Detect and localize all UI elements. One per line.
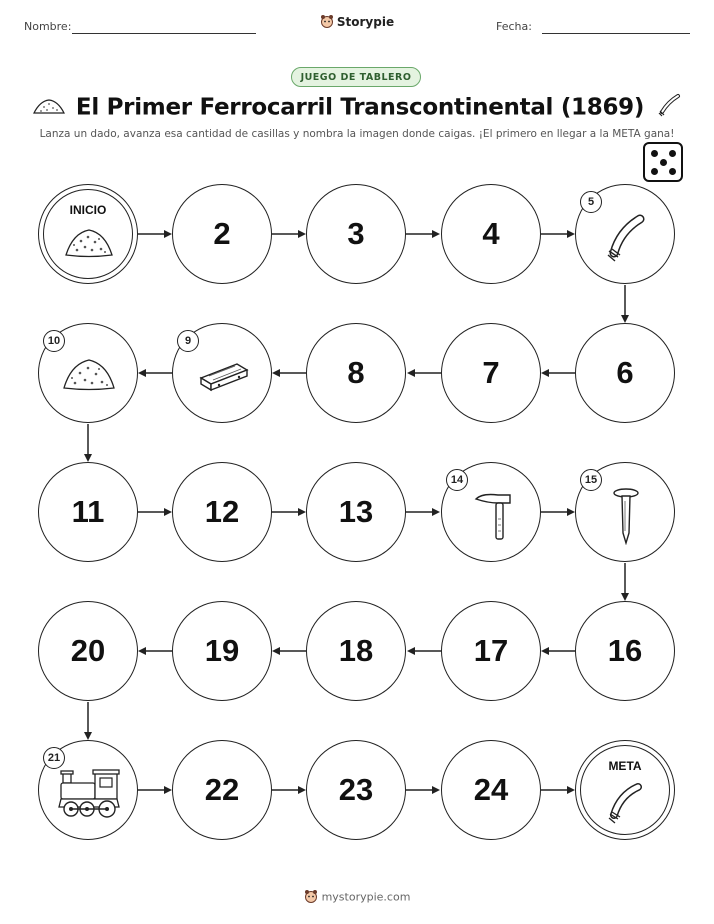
start-cell[interactable] [38,184,138,284]
board-cell-18[interactable]: 18 [306,601,406,701]
board-cell-14[interactable] [441,462,541,562]
cell-number-badge: 9 [177,330,199,352]
board-cell-10[interactable] [38,323,138,423]
name-label: Nombre: [24,20,72,33]
start-label: INICIO [69,203,107,217]
board-cell-9[interactable] [172,323,272,423]
brand-name: Storypie [336,15,395,29]
board-cell-16[interactable]: 16 [575,601,675,701]
storypie-logo-icon [304,889,318,906]
board-cell-12[interactable]: 12 [172,462,272,562]
cell-number-badge: 5 [580,191,602,213]
board-cell-5[interactable] [575,184,675,284]
board-cell-24[interactable]: 24 [441,740,541,840]
cell-number-badge: 21 [43,747,65,769]
board-cell-2[interactable]: 2 [172,184,272,284]
date-label: Fecha: [496,20,532,33]
board-cell-22[interactable]: 22 [172,740,272,840]
wooden-tie-icon [195,354,251,394]
board-cell-17[interactable]: 17 [441,601,541,701]
cell-number-badge: 15 [580,469,602,491]
board-cell-15[interactable] [575,462,675,562]
board-cell-21[interactable] [38,740,138,840]
cell-number-badge: 10 [43,330,65,352]
board-cell-11[interactable]: 11 [38,462,138,562]
locomotive-icon [57,767,123,821]
board-cell-19[interactable]: 19 [172,601,272,701]
board-cell-7[interactable]: 7 [441,323,541,423]
board-cell-20[interactable]: 20 [38,601,138,701]
board-cell-3[interactable]: 3 [306,184,406,284]
board-cell-6[interactable]: 6 [575,323,675,423]
spike-nail-icon [610,487,642,545]
instructions: Lanza un dado, avanza esa cantidad de casillas y nombra la imagen donde caigas. ¡El primero en llegar a la META gana! [39,128,675,140]
gravel-pile-icon [63,223,115,259]
title-text: El Primer Ferrocarril Transcontinental (1869) [75,94,645,121]
railroad-spike-icon [606,779,646,825]
gravel-pile-icon [61,354,117,392]
footer-url[interactable]: mystorypie.com [321,890,411,904]
cell-number-badge: 14 [446,469,468,491]
hammer-icon [472,489,516,543]
board-cell-8[interactable]: 8 [306,323,406,423]
finish-label: META [608,759,642,773]
board-cell-23[interactable]: 23 [306,740,406,840]
board-cell-13[interactable]: 13 [306,462,406,562]
finish-cell[interactable] [575,740,675,840]
board-cell-4[interactable]: 4 [441,184,541,284]
railroad-spike-icon [604,209,648,265]
footer [0,889,714,906]
game-type-badge: JUEGO DE TABLERO [291,67,421,87]
